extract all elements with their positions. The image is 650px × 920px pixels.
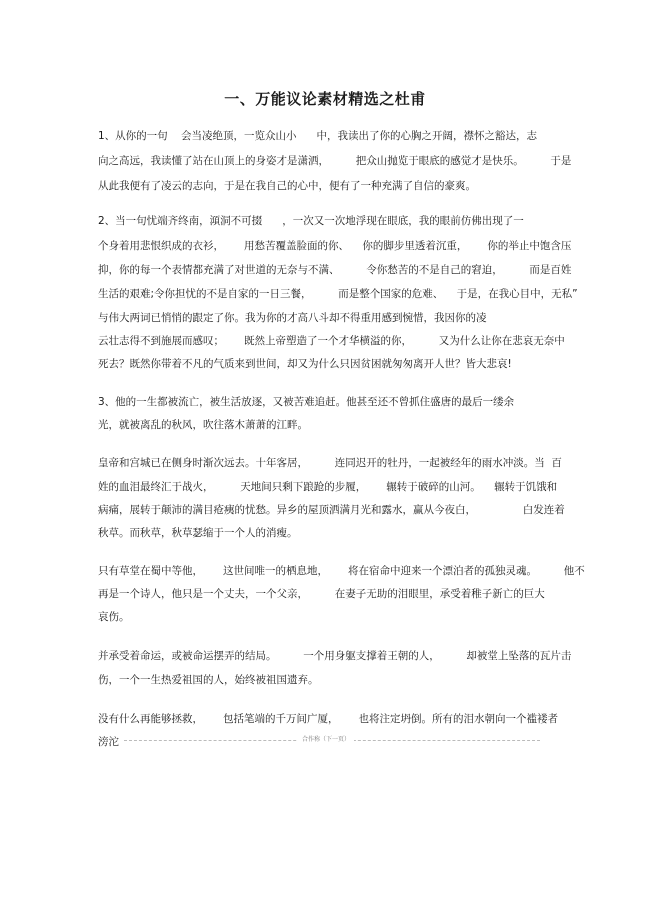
text-line: 与伟大两词已悄悄的跟定了你。我为你的才高八斗却不得重用感到惋惜，我因你的凌 (98, 312, 487, 324)
footer-label: 合作称（下一页） (298, 734, 354, 743)
text-line: 生活的艰难;令你担忧的不是自家的一日三餐， 而是整个国家的危难、 于是，在我心目中，无私” (98, 288, 578, 300)
text-line: 伤，一个一生热爱祖国的人，始终被祖国遗弃。 (98, 674, 319, 686)
text-line: 哀伤。 (98, 611, 130, 623)
text-line: 3、他的一生都被流亡，被生活放逐，又被苦难追赶。他甚至还不曾抓住盛唐的最后一缕余 (98, 396, 515, 408)
text-line: 秋草。而秋草，秋草瑟缩于一个人的消瘦。 (98, 527, 298, 539)
text-line: 只有草堂在蜀中等他， 这世间唯一的栖息地， 将在宿命中迎来一个漂泊者的孤独灵魂。 他不 (98, 565, 585, 577)
text-line: 滂沱 (98, 736, 119, 748)
text-line: 从此我便有了凌云的志向，于是在我自己的心中，便有了一种充满了自信的豪爽。 (98, 180, 476, 192)
text-line: 死去？既然你带着不凡的气质来到世间，却又为什么只因贫困就匆匆离开人世？皆大悲哀! (98, 358, 512, 370)
text-line: 再是一个诗人，他只是一个丈夫，一个父亲， 在妻子无助的泪眼里，承受着稚子新亡的巨大 (98, 588, 545, 600)
text-line: 没有什么再能够拯救， 包括笔端的千万间广厦， 也将注定坍倒。所有的泪水朝向一个褴褛者 (98, 713, 559, 725)
text-line: 云壮志得不到施展而感叹； 既然上帝塑造了一个才华横溢的你， 又为什么让你在悲哀无奈中 (98, 335, 565, 347)
text-line: 个身着用悲恨织成的衣衫， 用愁苦覆盖脸面的你、 你的脚步里透着沉重， 你的举止中饱含压 (98, 240, 572, 252)
text-line: 并承受着命运，或被命运摆弄的结局。 一个用身躯支撑着王朝的人， 却被堂上坠落的瓦片击 (98, 650, 572, 662)
text-line: 皇帝和宫城已在侧身时渐次远去。十年客居， 连同迟开的牡丹，一起被经年的雨水冲淡。当 百 (98, 457, 562, 469)
text-line: 抑，你的每一个表情都充满了对世道的无奈与不满、 令你愁苦的不是自己的窘迫， 而是百姓 (98, 264, 572, 276)
text-line: 光，就被离乱的秋风，吹往落木萧萧的江畔。 (98, 419, 308, 431)
page-title: 一、万能议论素材精选之杜甫 (224, 90, 426, 108)
text-line: 姓的血泪最终汇于战火， 天地间只剩下踉跄的步履， 辗转于破碎的山河。 辗转于饥饿和 (98, 481, 558, 493)
text-line: 病痛，展转于颠沛的满目疮痍的忧愁。异乡的屋顶洒满月光和露水，赢从今夜白， 白发连着 (98, 504, 565, 516)
text-line: 2、当一句忧端齐终南，澒洞不可掇 ，一次又一次地浮现在眼底，我的眼前仿佛出现了一 (98, 215, 524, 227)
text-line: 1、从你的一句 会当凌绝顶，一览众山小 中，我读出了你的心胸之开阔，襟怀之豁达，志 (98, 130, 538, 142)
text-line: 向之高远，我读懂了站在山顶上的身姿才是潇洒， 把众山抛览于眼底的感觉才是快乐。 于是 (98, 155, 572, 167)
